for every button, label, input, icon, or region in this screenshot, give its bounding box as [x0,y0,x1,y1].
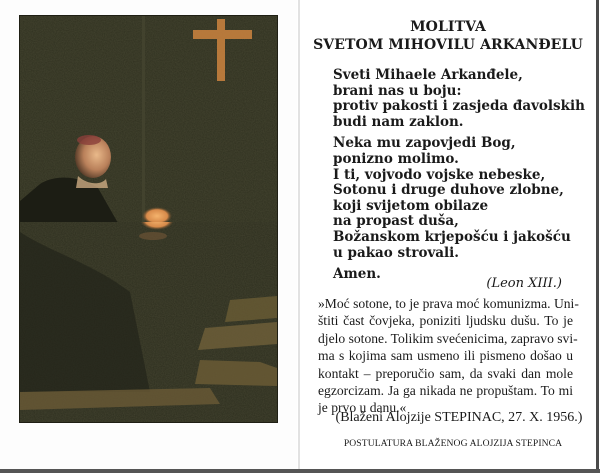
prayer-line: na propast duša, [333,213,459,230]
prayer-line: Božanskom krjepošću i jakošću [333,228,571,245]
painting-lower-svg [20,222,277,422]
prayer-line: u pakao strovali. [333,244,460,261]
prayer-stanza [333,68,585,130]
title-line-1: MOLITVA [410,19,486,35]
prayer-line: I ti, vojvodo vojske nebeske, [333,166,546,183]
quote-line: je prvo u danu.« [318,400,407,416]
prayer-stanza [333,136,585,261]
prayer-line: brani nas u boju: [333,82,462,99]
painting-upper-svg [20,16,277,223]
prayer-line: ponizno molimo. [333,150,459,167]
scan-edge-bottom [0,469,600,473]
prayer-line: Neka mu zapovjedi Bog, [333,135,516,152]
prayer-line: koji svijetom obilaze [333,197,489,214]
prayer-line: Amen. [333,266,381,283]
prayer-title [300,18,596,54]
devotional-painting [19,15,278,224]
prayer-text [333,68,585,289]
prayer-line: protiv pakosti i zasjeda đavolskih [333,98,585,115]
quote-attribution: (Blaženi Alojzije STEPINAC, 27. X. 1956.) [335,410,583,425]
quote-line: egzorcizam. Ja ga nikada ne propuštam. To mi [318,383,573,399]
stepinac-quote [318,295,579,417]
pillar-edge [142,16,145,223]
prayer-author: (Leon XIII.) [486,276,562,291]
quote-line: štiti čast čovjeka, poniziti ljudsku dušu. To je [318,313,573,329]
quote-line: kontakt – preporučio sam, da svaki dan mole [318,365,573,381]
painting-lower [19,222,278,423]
quote-line: »Moć sotone, to je prava moć komunizma. Uni- [318,296,579,311]
publisher-footer: POSTULATURA BLAŽENOG ALOJZIJA STEPINCA [343,438,563,449]
prayer-line: budi nam zaklon. [333,113,464,130]
quote-line: ma s kojima sam usmeno ili pismeno došao u [318,348,573,364]
title-line-2: SVETOM MIHOVILU ARKANĐELU [313,37,583,53]
scan-edge-right [596,0,599,473]
quote-line: djelo sotone. Tolikim svećenicima, zapravo svi- [318,330,578,346]
prayer-line: Sotonu i druge duhove zlobne, [333,182,564,199]
prayer-line: Sveti Mihaele Arkanđele, [333,67,523,83]
zucchetto [77,135,101,145]
